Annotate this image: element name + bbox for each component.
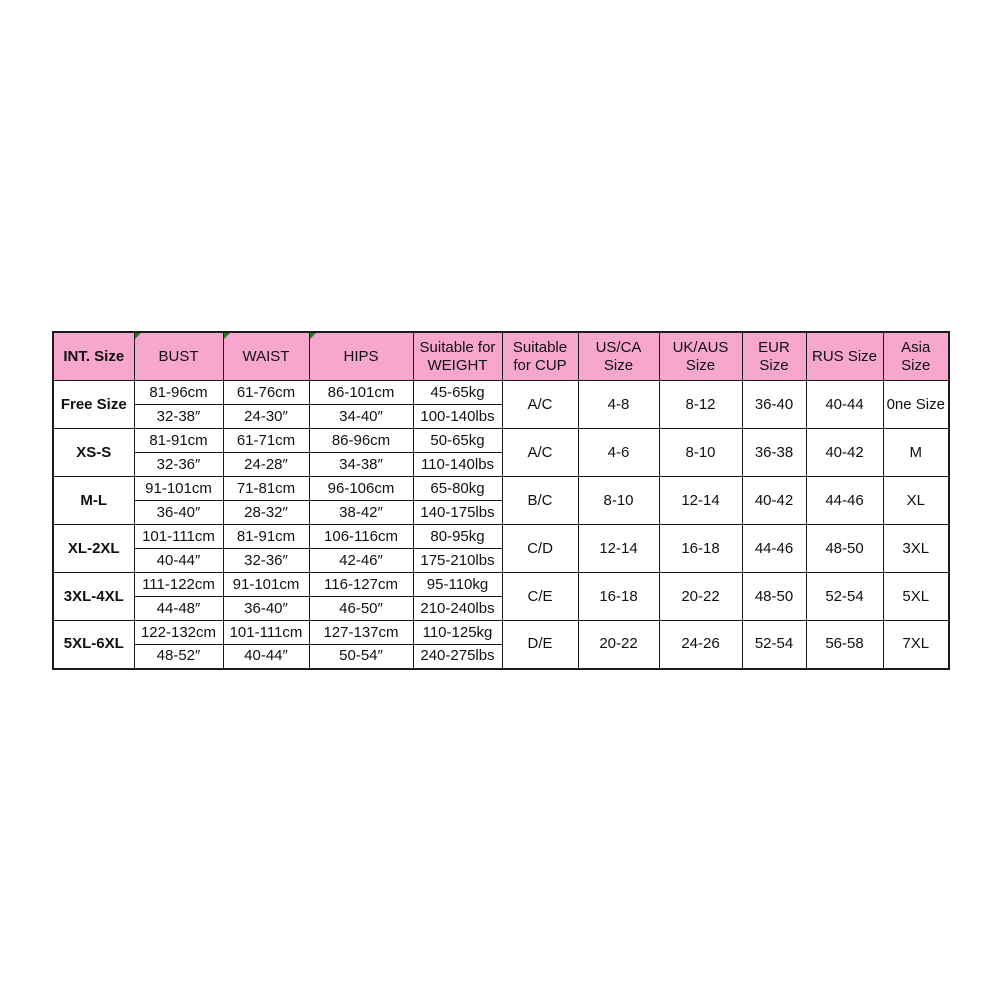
size-label-cell: XS-S [53,429,134,477]
col-header-label: RUS Size [811,347,878,365]
eur-cell: 48-50 [742,573,806,621]
size-label-cell: 3XL-4XL [53,573,134,621]
waist-imperial-cell: 24-30″ [223,405,309,429]
col-header-eur [742,332,806,381]
rus-cell: 52-54 [806,573,883,621]
col-header-label: INT. Size [63,347,125,365]
weight-imperial-cell: 175-210lbs [413,549,502,573]
weight-metric-cell: 110-125kg [413,621,502,645]
bust-imperial-cell: 32-36″ [134,453,223,477]
table-row [53,381,949,405]
weight-metric-cell: 65-80kg [413,477,502,501]
usca-cell: 20-22 [578,621,659,669]
waist-imperial-cell: 40-44″ [223,645,309,669]
bust-metric-cell: 81-96cm [134,381,223,405]
bust-metric-cell: 81-91cm [134,429,223,453]
waist-imperial-cell: 32-36″ [223,549,309,573]
asia-cell: 3XL [883,525,949,573]
col-header-weight [413,332,502,381]
waist-metric-cell: 71-81cm [223,477,309,501]
eur-cell: 44-46 [742,525,806,573]
ukaus-cell: 12-14 [659,477,742,525]
col-header-waist [223,332,309,381]
waist-metric-cell: 61-76cm [223,381,309,405]
usca-cell: 8-10 [578,477,659,525]
excel-error-flag-icon [224,333,230,339]
cup-cell: A/C [502,429,578,477]
col-header-ukaus [659,332,742,381]
eur-cell: 52-54 [742,621,806,669]
asia-cell: 7XL [883,621,949,669]
col-header-label: BUST [158,347,199,365]
bust-imperial-cell: 48-52″ [134,645,223,669]
bust-metric-cell: 111-122cm [134,573,223,597]
excel-error-flag-icon [135,333,141,339]
size-label-cell: 5XL-6XL [53,621,134,669]
col-header-label: US/CA Size [595,338,642,374]
hips-imperial-cell: 38-42″ [309,501,413,525]
hips-metric-cell: 116-127cm [309,573,413,597]
waist-imperial-cell: 36-40″ [223,597,309,621]
asia-cell: XL [883,477,949,525]
col-header-cup [502,332,578,381]
bust-metric-cell: 91-101cm [134,477,223,501]
hips-metric-cell: 127-137cm [309,621,413,645]
col-header-label: HIPS [343,347,379,365]
rus-cell: 56-58 [806,621,883,669]
weight-metric-cell: 80-95kg [413,525,502,549]
hips-metric-cell: 86-96cm [309,429,413,453]
hips-metric-cell: 86-101cm [309,381,413,405]
bust-metric-cell: 122-132cm [134,621,223,645]
waist-metric-cell: 91-101cm [223,573,309,597]
weight-metric-cell: 95-110kg [413,573,502,597]
waist-metric-cell: 101-111cm [223,621,309,645]
usca-cell: 12-14 [578,525,659,573]
table-row [53,477,949,501]
usca-cell: 16-18 [578,573,659,621]
size-label-cell: XL-2XL [53,525,134,573]
excel-error-flag-icon [310,333,316,339]
bust-imperial-cell: 32-38″ [134,405,223,429]
size-chart [52,331,950,670]
usca-cell: 4-8 [578,381,659,429]
weight-imperial-cell: 140-175lbs [413,501,502,525]
rus-cell: 40-44 [806,381,883,429]
eur-cell: 40-42 [742,477,806,525]
weight-metric-cell: 50-65kg [413,429,502,453]
col-header-int_size [53,332,134,381]
col-header-asia [883,332,949,381]
asia-cell: 5XL [883,573,949,621]
col-header-label: WAIST [242,347,290,365]
size-chart-table [52,331,950,670]
hips-imperial-cell: 50-54″ [309,645,413,669]
asia-cell: M [883,429,949,477]
hips-metric-cell: 106-116cm [309,525,413,549]
cup-cell: D/E [502,621,578,669]
cup-cell: A/C [502,381,578,429]
rus-cell: 48-50 [806,525,883,573]
ukaus-cell: 16-18 [659,525,742,573]
col-header-label: Asia Size [901,338,931,374]
weight-imperial-cell: 240-275lbs [413,645,502,669]
table-row [53,621,949,645]
asia-cell: 0ne Size [883,381,949,429]
waist-metric-cell: 61-71cm [223,429,309,453]
bust-metric-cell: 101-111cm [134,525,223,549]
bust-imperial-cell: 40-44″ [134,549,223,573]
rus-cell: 40-42 [806,429,883,477]
size-label-cell: M-L [53,477,134,525]
usca-cell: 4-6 [578,429,659,477]
hips-imperial-cell: 46-50″ [309,597,413,621]
ukaus-cell: 8-12 [659,381,742,429]
ukaus-cell: 24-26 [659,621,742,669]
table-row [53,525,949,549]
col-header-label: Suitable for WEIGHT [419,338,496,374]
eur-cell: 36-38 [742,429,806,477]
eur-cell: 36-40 [742,381,806,429]
size-label-cell: Free Size [53,381,134,429]
weight-metric-cell: 45-65kg [413,381,502,405]
col-header-hips [309,332,413,381]
col-header-label: Suitable for CUP [512,338,568,374]
ukaus-cell: 20-22 [659,573,742,621]
waist-metric-cell: 81-91cm [223,525,309,549]
col-header-label: EUR Size [758,338,790,374]
rus-cell: 44-46 [806,477,883,525]
table-body [53,381,949,669]
hips-imperial-cell: 34-38″ [309,453,413,477]
bust-imperial-cell: 36-40″ [134,501,223,525]
col-header-label: UK/AUS Size [672,338,729,374]
table-header [53,332,949,381]
cup-cell: C/E [502,573,578,621]
hips-imperial-cell: 34-40″ [309,405,413,429]
weight-imperial-cell: 100-140lbs [413,405,502,429]
hips-metric-cell: 96-106cm [309,477,413,501]
cup-cell: C/D [502,525,578,573]
waist-imperial-cell: 24-28″ [223,453,309,477]
cup-cell: B/C [502,477,578,525]
table-row [53,573,949,597]
ukaus-cell: 8-10 [659,429,742,477]
header-row [53,332,949,381]
col-header-bust [134,332,223,381]
waist-imperial-cell: 28-32″ [223,501,309,525]
col-header-usca [578,332,659,381]
weight-imperial-cell: 210-240lbs [413,597,502,621]
col-header-rus [806,332,883,381]
hips-imperial-cell: 42-46″ [309,549,413,573]
table-row [53,429,949,453]
weight-imperial-cell: 110-140lbs [413,453,502,477]
bust-imperial-cell: 44-48″ [134,597,223,621]
